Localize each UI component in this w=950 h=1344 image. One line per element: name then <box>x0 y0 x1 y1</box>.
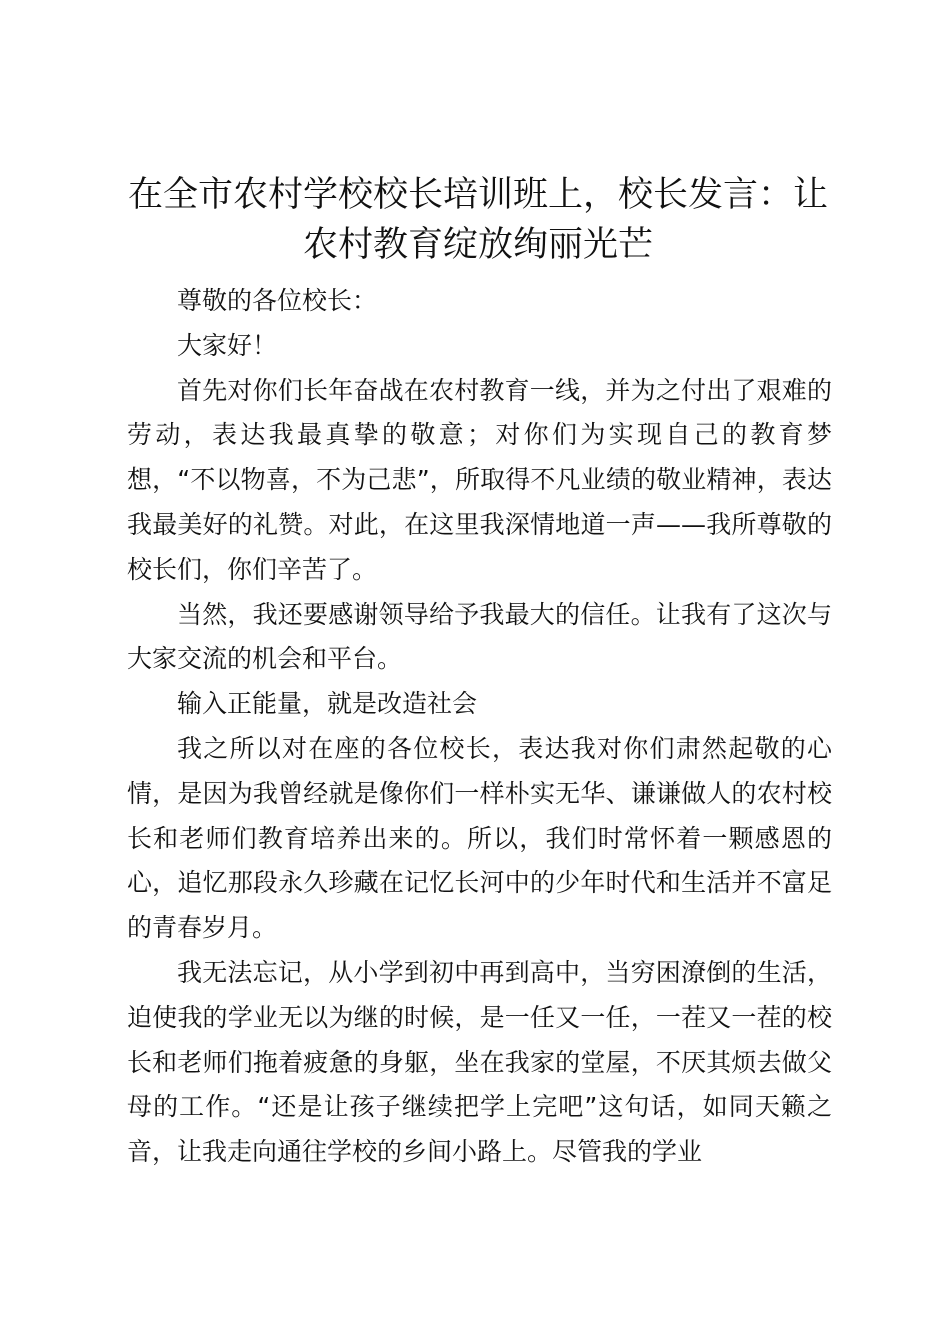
paragraph-memory: 我无法忘记，从小学到初中再到高中，当穷困潦倒的生活，迫使我的学业无以为继的时候，是一任又一任，一茬又一茬的校长和老师们拖着疲惫的身躯，坐在我家的堂屋，不厌其烦去做父母的工作。“还是让孩子继续把学上完吧”这句话，如同天籁之音，让我走向通往学校的乡间小路上。尽管我的学业 <box>127 957 832 1167</box>
paragraph-salutation: 尊敬的各位校长： <box>177 286 378 315</box>
paragraph-respect: 首先对你们长年奋战在农村教育一线，并为之付出了艰难的劳动，表达我最真挚的敬意；对你们为实现自己的教育梦想，“不以物喜，不为己悲”，所取得不凡业绩的敬业精神，表达我最美好的礼赞。对此，在这里我深情地道一声——我所尊敬的校长们，你们辛苦了。 <box>127 375 832 584</box>
section-heading: 输入正能量，就是改造社会 <box>177 689 478 719</box>
paragraph-thanks: 当然，我还要感谢领导给予我最大的信任。让我有了这次与大家交流的机会和平台。 <box>127 599 832 674</box>
paragraph-greeting: 大家好！ <box>177 330 278 360</box>
document-title: 在全市农村学校校长培训班上，校长发言：让农村教育绽放绚丽光芒 <box>127 175 828 265</box>
paragraph-reason: 我之所以对在座的各位校长，表达我对你们肃然起敬的心情，是因为我曾经就是像你们一样朴实无华、谦谦做人的农村校长和老师们教育培养出来的。所以，我们时常怀着一颗感恩的心，追忆那段永久珍藏在记忆长河中的少年时代和生活并不富足的青春岁月。 <box>127 733 832 943</box>
document-body <box>127 279 832 1175</box>
